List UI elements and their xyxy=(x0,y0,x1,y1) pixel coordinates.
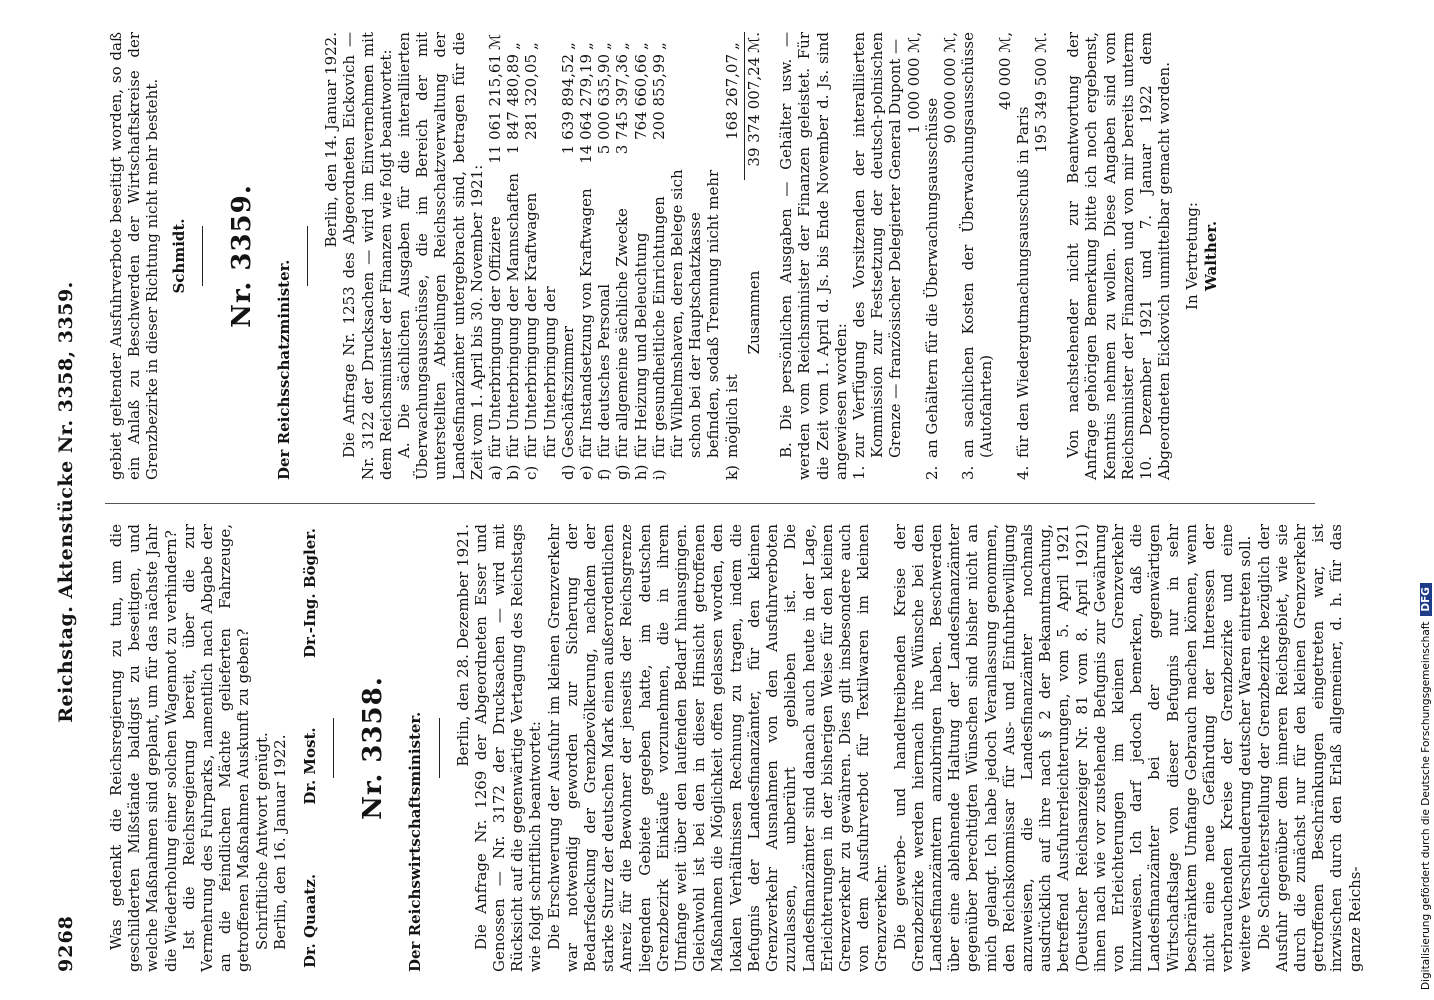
item-text: für Instandsetzung von Kraftwagen xyxy=(577,188,596,458)
page-number: 9268 xyxy=(55,915,77,972)
separator xyxy=(333,718,334,778)
item-unit: „ xyxy=(613,42,632,50)
item-text: für Unterbringung der Offiziere xyxy=(486,216,505,458)
item-text: für Unterbringung der Mannschaften xyxy=(504,173,523,458)
table-row xyxy=(577,32,595,480)
table-row xyxy=(650,32,668,480)
item-key: c) xyxy=(522,465,541,480)
dateline: Berlin, den 16. Januar 1922. xyxy=(270,734,289,950)
table-row xyxy=(504,32,522,480)
item-value: 200 855,99 xyxy=(649,54,668,140)
page-title: Reichstag. Aktenstücke Nr. 3358, 3359. xyxy=(55,281,77,723)
list-item xyxy=(1014,32,1050,480)
item-unit: „ xyxy=(631,42,650,50)
list-item xyxy=(959,32,1014,480)
item-text: an Gehältern für die Überwachungsausschüsse xyxy=(922,97,941,458)
paragraph: gebiet geltender Ausfuhrverbote beseitigt worden, so daß ein Anlaß zu Beschwerden der Wirtschaftskreise der Grenzbezirke in dieser Richtung nicht mehr besteht. xyxy=(107,32,162,480)
item-value: 5 000 635,90 xyxy=(595,54,614,155)
signer: Walther. xyxy=(1201,220,1220,292)
signer: Dr. Quaatz. xyxy=(301,873,320,968)
item-text: an sachlichen Kosten der Überwachungsausschüsse (Autofahrten) xyxy=(959,32,996,458)
item-key: b) xyxy=(504,464,523,480)
left-column xyxy=(107,524,1364,972)
item-amount: 90 000 000 ℳ, xyxy=(940,32,959,144)
sum-label: Zusammen xyxy=(744,270,763,355)
sum-unit: ℳ. xyxy=(744,32,763,53)
item-text: für Wilhelmshaven, deren Belege sich schon bei der Hauptschatzkasse befinden, sodaß Trennung nicht mehr möglich ist xyxy=(668,169,741,458)
item-number: 4. xyxy=(1013,465,1032,480)
signature-row xyxy=(301,524,319,972)
paragraph: Ist die Reichsregierung bereit, über die zur Vermehrung des Fuhrparks, namentlich nach Abgabe der an die feindlichen Mächte gelieferten Fahrzeuge, getroffenen Maßnahmen Auskunft zu geben? xyxy=(179,524,253,972)
separator xyxy=(307,226,308,286)
credit-text: Digitalisierung gefördert durch die Deutsche Forschungsgemeinschaft xyxy=(1420,621,1432,990)
paragraph: Die Anfrage Nr. 1269 der Abgeordneten Esser und Genossen — Nr. 3172 der Drucksachen — wird mit Rücksicht auf die gegenwärtige Vertagung des Reichstags wie folgt schriftlich beantwortet: xyxy=(471,524,545,972)
rotated-page xyxy=(55,32,1364,972)
item-text: für Heizung und Beleuchtung xyxy=(631,232,650,458)
paragraph: Die Schlechterstellung der Grenzbezirke bezüglich der Ausfuhr gegenüber dem inneren Reichsgebiet, wie sie durch die zunächst nur für den kleinen Grenzverkehr getroffenen Beschränkungen eingetreten war, ist inzwischen durch den Erlaß allgemeiner, d. h. für das ganze Reichs- xyxy=(1254,524,1364,972)
section-heading: Nr. 3358. xyxy=(358,676,389,820)
item-value: 764 660,66 xyxy=(631,54,650,140)
item-text: für gesundheitliche Einrichtungen xyxy=(649,196,668,458)
item-key: g) xyxy=(613,464,632,480)
item-key: h) xyxy=(631,464,650,480)
dateline: Berlin, den 14. Januar 1922. xyxy=(322,32,341,248)
dfg-logo: DFG xyxy=(1420,583,1432,616)
paragraph: Die gewerbe- und handeltreibenden Kreise der Grenzbezirke werden hiernach ihre Wünsche bei den Landesfinanzämtern anzubringen haben. Beschwerden über eine ablehnende Haltung der Landesfinanzämter gegenüber berechtigten Wünschen sind bisher nicht an mich gelangt. Ich habe jedoch Veranlassung genommen, den Reichskommissar für Aus- und Einfuhrbewilligung anzuweisen, die Landesfinanzämter nochmals ausdrücklich auf ihre nach § 2 der Bekanntmachung, betreffend Ausfuhrerleichterungen, vom 5. April 1921 (Deutscher Reichsanzeiger Nr. 81 vom 8. April 1921) ihnen nach wie vor zustehende Befugnis zur Gewährung von Erleichterungen im kleinen Grenzverkehr hinzuweisen. Ich darf jedoch bemerken, daß die Landesfinanzämter bei der gegenwärtigen Wirtschaftslage von dieser Befugnis nur in sehr beschränktem Umfange Gebrauch machen können, wenn nicht eine neue Gefährdung der Interessen der verbrauchenden Kreise der Grenzbezirke und eine weitere Verschleuderung deutscher Waren eintreten soll. xyxy=(890,524,1255,972)
item-unit: „ xyxy=(595,42,614,50)
minister-heading: Der Reichswirtschaftsminister. xyxy=(406,711,425,972)
item-text: für Unterbringung der Kraftwagen xyxy=(522,192,541,458)
table-row xyxy=(541,32,577,480)
item-unit: „ xyxy=(522,42,541,50)
item-value: 281 320,05 xyxy=(522,54,541,140)
cost-table xyxy=(486,32,741,480)
signer: Dr. Most. xyxy=(301,727,320,805)
paragraph: Was gedenkt die Reichsregierung zu tun, um die geschilderten Mißstände baldigst zu beseitigen, und welche Maßnahmen sind geplant, um für das nächste Jahr die Wiederholung einer solchen Wagennot zu verhindern? xyxy=(107,524,180,972)
digitization-credit xyxy=(1420,10,1434,990)
list-item xyxy=(850,32,923,480)
item-unit: „ xyxy=(558,42,577,50)
minister-heading: Der Reichsschatzminister. xyxy=(275,259,294,480)
item-value: 1 847 480,89 xyxy=(504,54,523,155)
item-key: k) xyxy=(722,465,741,480)
item-amount: 40 000 ℳ, xyxy=(995,32,1014,111)
sum-value: 39 374 007,24 xyxy=(744,56,763,167)
right-column xyxy=(107,32,1347,480)
page-header xyxy=(55,32,89,972)
item-unit: ℳ xyxy=(486,33,505,50)
item-value: 14 064 279,19 xyxy=(577,54,596,164)
vertretung-label: In Vertretung: xyxy=(1183,202,1202,310)
payment-list xyxy=(850,32,1050,480)
paragraph: Schriftliche Antwort genügt. xyxy=(252,732,271,950)
paragraph: B. Die persönlichen Ausgaben — Gehälter usw. — werden vom Reichsminister der Finanzen geleistet. Für die Zeit vom 1. April d. Js. bis Ende November d. Js. sind angewiesen worden: xyxy=(777,32,850,480)
separator xyxy=(202,226,203,286)
item-key: f) xyxy=(595,468,614,480)
item-key: e) xyxy=(577,465,596,480)
separator xyxy=(439,718,440,778)
item-number: 1. xyxy=(849,465,868,480)
list-item xyxy=(923,32,959,480)
item-unit: „ xyxy=(504,42,523,50)
item-key: d) xyxy=(558,464,577,480)
item-text: für Unterbringung der Geschäftszimmer xyxy=(540,286,577,458)
item-key: i) xyxy=(649,469,668,480)
item-value: 1 639 894,52 xyxy=(558,54,577,155)
item-value: 3 745 397,36 xyxy=(613,54,632,155)
item-unit: „ xyxy=(649,42,668,50)
item-key: a) xyxy=(486,465,505,480)
paragraph: Von nachstehender nicht zur Beantwortung der Anfrage gehörigen Bemerkung bitte ich noch ergebenst, Kenntnis nehmen zu wollen. Diese Angaben sind vom Reichsminister der Finanzen und von mir bereits unterm 10. Dezember 1921 und 7. Januar 1922 dem Abgeordneten Eickovich unmittelbar gemacht worden. xyxy=(1064,32,1174,480)
table-row xyxy=(522,32,540,480)
signer: Dr.-Ing. Bögler. xyxy=(301,528,320,658)
column-divider xyxy=(105,503,1315,504)
sum-table xyxy=(745,32,763,480)
item-unit: „ xyxy=(577,42,596,50)
signer: Schmidt. xyxy=(169,218,188,294)
item-text: zur Verfügung des Vorsitzenden der interalliierten Kommission zur Festsetzung der deutsch-polnischen Grenze — französischer Delegierter General Dupont — xyxy=(849,32,905,458)
table-row xyxy=(595,32,613,480)
sum-row xyxy=(745,32,763,480)
paragraph: Die Erschwerung der Ausfuhr im kleinen Grenzverkehr war notwendig geworden zur Sicherung der Bedarfsdeckung der Grenzbevölkerung, nachdem der starke Sturz der deutschen Mark einen außerordentlichen Anreiz für die Bewohner der jenseits der Reichsgrenze liegenden Gebiete gegeben hatte, im deutschen Grenzbezirk Einkäufe vorzunehmen, die in ihrem Umfange weit über den laufenden Bedarf hinausgingen. Gleichwohl ist bei den in dieser Hinsicht getroffenen Maßnahmen die Möglichkeit offen gelassen worden, den lokalen Verhältnissen Rechnung zu tragen, indem die Befugnis der Landesfinanzämter, für den kleinen Grenzverkehr Ausnahmen von den Ausfuhrverboten zuzulassen, unberührt geblieben ist. Die Landesfinanzämter sind danach auch heute in der Lage, Erleichterungen in der bisherigen Weise für den kleinen Grenzverkehr zu gewähren. Dies gilt insbesondere auch von dem Ausfuhrverbot für Textilwaren im kleinen Grenzverkehr. xyxy=(544,524,891,972)
item-number: 2. xyxy=(922,465,941,480)
item-text: für deutsches Personal xyxy=(595,283,614,458)
table-row xyxy=(613,32,631,480)
item-value: 11 061 215,61 xyxy=(486,54,505,164)
section-heading: Nr. 3359. xyxy=(226,184,257,328)
table-row xyxy=(486,32,504,480)
paragraph: Die Anfrage Nr. 1253 des Abgeordneten Eickovich — Nr. 3122 der Drucksachen — wird im Einvernehmen mit dem Reichsminister der Finanzen wie folgt beantwortet: xyxy=(340,32,395,480)
item-text: für allgemeine sächliche Zwecke xyxy=(613,208,632,458)
table-row xyxy=(632,32,650,480)
table-row xyxy=(668,32,741,480)
paragraph: A. Die sächlichen Ausgaben für die interalliierten Überwachungsausschüsse, die im Bereich der mit unterstellten Abteilungen Reichsschatzverwaltung der Landesfinanzämter untergebracht sind, betragen für die Zeit vom 1. April bis 30. November 1921: xyxy=(395,32,486,480)
item-unit: „ xyxy=(722,42,741,50)
dateline: Berlin, den 28. Dezember 1921. xyxy=(453,524,472,767)
item-amount: 195 349 500 ℳ. xyxy=(1031,32,1050,154)
item-amount: 1 000 000 ℳ, xyxy=(904,32,923,134)
item-number: 3. xyxy=(959,465,978,480)
item-value: 168 267,07 xyxy=(722,54,741,140)
item-text: für den Wiedergutmachungsausschuß in Paris xyxy=(1013,106,1032,458)
